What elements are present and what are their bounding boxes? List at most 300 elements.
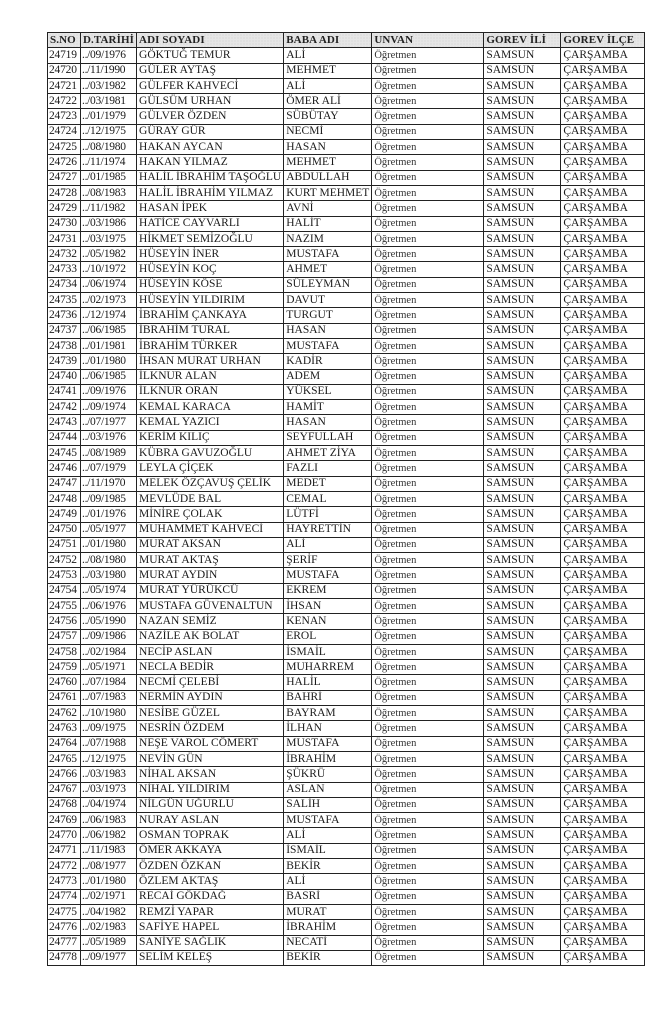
cell-duty-district: ÇARŞAMBA (561, 644, 645, 659)
cell-birth-date: ../09/1977 (81, 950, 137, 965)
cell-title: Öğretmen (372, 247, 484, 262)
cell-duty-district: ÇARŞAMBA (561, 201, 645, 216)
cell-duty-province: SAMSUN (484, 155, 561, 170)
cell-duty-district: ÇARŞAMBA (561, 736, 645, 751)
cell-full-name: İBRAHİM TÜRKER (137, 338, 284, 353)
cell-duty-district: ÇARŞAMBA (561, 369, 645, 384)
cell-father-name: ALİ (284, 48, 372, 63)
cell-duty-province: SAMSUN (484, 48, 561, 63)
cell-sno: 24773 (48, 874, 81, 889)
cell-duty-district: ÇARŞAMBA (561, 354, 645, 369)
cell-full-name: İLKNUR ALAN (137, 369, 284, 384)
cell-full-name: LEYLA ÇİÇEK (137, 461, 284, 476)
cell-duty-district: ÇARŞAMBA (561, 461, 645, 476)
cell-title: Öğretmen (372, 476, 484, 491)
cell-birth-date: ../12/1974 (81, 308, 137, 323)
cell-father-name: BEKİR (284, 859, 372, 874)
table-row (48, 400, 645, 415)
cell-full-name: MUHAMMET KAHVECİ (137, 522, 284, 537)
cell-title: Öğretmen (372, 446, 484, 461)
cell-sno: 24764 (48, 736, 81, 751)
cell-title: Öğretmen (372, 583, 484, 598)
cell-duty-district: ÇARŞAMBA (561, 109, 645, 124)
cell-duty-district: ÇARŞAMBA (561, 568, 645, 583)
cell-full-name: HAKAN YILMAZ (137, 155, 284, 170)
cell-father-name: MEHMET (284, 63, 372, 78)
cell-father-name: İLHAN (284, 721, 372, 736)
cell-title: Öğretmen (372, 216, 484, 231)
table-row (48, 48, 645, 63)
cell-sno: 24728 (48, 185, 81, 200)
cell-sno: 24720 (48, 63, 81, 78)
cell-title: Öğretmen (372, 828, 484, 843)
cell-father-name: NAZIM (284, 231, 372, 246)
cell-sno: 24768 (48, 797, 81, 812)
cell-duty-district: ÇARŞAMBA (561, 935, 645, 950)
cell-title: Öğretmen (372, 338, 484, 353)
table-row (48, 201, 645, 216)
cell-duty-province: SAMSUN (484, 583, 561, 598)
cell-duty-province: SAMSUN (484, 308, 561, 323)
cell-title: Öğretmen (372, 568, 484, 583)
cell-birth-date: ../01/1980 (81, 537, 137, 552)
cell-birth-date: ../07/1983 (81, 690, 137, 705)
cell-father-name: İSMAİL (284, 843, 372, 858)
cell-father-name: NECATİ (284, 935, 372, 950)
cell-sno: 24743 (48, 415, 81, 430)
cell-duty-province: SAMSUN (484, 201, 561, 216)
cell-title: Öğretmen (372, 415, 484, 430)
cell-father-name: HAYRETTİN (284, 522, 372, 537)
cell-duty-province: SAMSUN (484, 247, 561, 262)
table-row (48, 767, 645, 782)
cell-sno: 24748 (48, 491, 81, 506)
table-row (48, 185, 645, 200)
table-row (48, 216, 645, 231)
cell-sno: 24735 (48, 293, 81, 308)
cell-duty-province: SAMSUN (484, 721, 561, 736)
cell-title: Öğretmen (372, 782, 484, 797)
cell-full-name: GÜLFER KAHVECİ (137, 78, 284, 93)
cell-birth-date: ../02/1983 (81, 920, 137, 935)
cell-sno: 24762 (48, 706, 81, 721)
cell-title: Öğretmen (372, 904, 484, 919)
cell-father-name: MUHARREM (284, 660, 372, 675)
cell-full-name: KEMAL KARACA (137, 400, 284, 415)
cell-birth-date: ../03/1981 (81, 94, 137, 109)
cell-father-name: MEHMET (284, 155, 372, 170)
cell-full-name: İBRAHİM ÇANKAYA (137, 308, 284, 323)
cell-duty-province: SAMSUN (484, 354, 561, 369)
cell-title: Öğretmen (372, 369, 484, 384)
cell-duty-province: SAMSUN (484, 277, 561, 292)
cell-duty-province: SAMSUN (484, 338, 561, 353)
cell-birth-date: ../11/1970 (81, 476, 137, 491)
table-row (48, 354, 645, 369)
cell-father-name: EROL (284, 629, 372, 644)
cell-duty-province: SAMSUN (484, 843, 561, 858)
cell-sno: 24769 (48, 813, 81, 828)
cell-duty-district: ÇARŞAMBA (561, 507, 645, 522)
cell-birth-date: ../03/1982 (81, 78, 137, 93)
cell-father-name: SÜBÜTAY (284, 109, 372, 124)
cell-father-name: İBRAHİM (284, 920, 372, 935)
cell-duty-province: SAMSUN (484, 476, 561, 491)
cell-duty-province: SAMSUN (484, 920, 561, 935)
cell-birth-date: ../01/1979 (81, 109, 137, 124)
table-row (48, 874, 645, 889)
cell-father-name: CEMAL (284, 491, 372, 506)
cell-sno: 24776 (48, 920, 81, 935)
cell-duty-district: ÇARŞAMBA (561, 185, 645, 200)
cell-sno: 24737 (48, 323, 81, 338)
cell-duty-province: SAMSUN (484, 568, 561, 583)
cell-title: Öğretmen (372, 767, 484, 782)
cell-sno: 24727 (48, 170, 81, 185)
cell-duty-district: ÇARŞAMBA (561, 522, 645, 537)
cell-title: Öğretmen (372, 553, 484, 568)
cell-father-name: MURAT (284, 904, 372, 919)
cell-sno: 24721 (48, 78, 81, 93)
cell-birth-date: ../06/1976 (81, 598, 137, 613)
cell-birth-date: ../01/1980 (81, 354, 137, 369)
cell-full-name: NİLGÜN UĞURLU (137, 797, 284, 812)
cell-title: Öğretmen (372, 797, 484, 812)
cell-birth-date: ../09/1975 (81, 721, 137, 736)
cell-birth-date: ../06/1983 (81, 813, 137, 828)
cell-sno: 24742 (48, 400, 81, 415)
cell-birth-date: ../05/1974 (81, 583, 137, 598)
cell-duty-district: ÇARŞAMBA (561, 920, 645, 935)
cell-father-name: AVNİ (284, 201, 372, 216)
cell-sno: 24747 (48, 476, 81, 491)
cell-birth-date: ../02/1973 (81, 293, 137, 308)
cell-father-name: SALİH (284, 797, 372, 812)
table-row (48, 124, 645, 139)
table-row (48, 476, 645, 491)
cell-birth-date: ../03/1973 (81, 782, 137, 797)
cell-full-name: NEVİN GÜN (137, 751, 284, 766)
table-row (48, 813, 645, 828)
cell-duty-district: ÇARŞAMBA (561, 751, 645, 766)
table-row (48, 491, 645, 506)
cell-sno: 24733 (48, 262, 81, 277)
cell-father-name: AHMET (284, 262, 372, 277)
cell-father-name: ÖMER ALİ (284, 94, 372, 109)
cell-full-name: NESRİN ÖZDEM (137, 721, 284, 736)
cell-duty-district: ÇARŞAMBA (561, 950, 645, 965)
cell-title: Öğretmen (372, 721, 484, 736)
cell-duty-province: SAMSUN (484, 185, 561, 200)
cell-duty-province: SAMSUN (484, 813, 561, 828)
cell-duty-district: ÇARŞAMBA (561, 155, 645, 170)
cell-father-name: KADİR (284, 354, 372, 369)
table-row (48, 461, 645, 476)
cell-full-name: HÜSEYİN YILDIRIM (137, 293, 284, 308)
cell-duty-province: SAMSUN (484, 828, 561, 843)
cell-title: Öğretmen (372, 201, 484, 216)
cell-duty-province: SAMSUN (484, 140, 561, 155)
table-row (48, 889, 645, 904)
table-row (48, 277, 645, 292)
cell-father-name: İSMAİL (284, 644, 372, 659)
cell-full-name: MURAT AKSAN (137, 537, 284, 552)
cell-full-name: NECLA BEDİR (137, 660, 284, 675)
cell-sno: 24723 (48, 109, 81, 124)
cell-title: Öğretmen (372, 889, 484, 904)
cell-full-name: ÖZLEM AKTAŞ (137, 874, 284, 889)
cell-duty-province: SAMSUN (484, 706, 561, 721)
cell-duty-province: SAMSUN (484, 736, 561, 751)
table-row (48, 828, 645, 843)
cell-duty-province: SAMSUN (484, 415, 561, 430)
table-row (48, 782, 645, 797)
cell-duty-district: ÇARŞAMBA (561, 476, 645, 491)
cell-duty-province: SAMSUN (484, 950, 561, 965)
cell-duty-district: ÇARŞAMBA (561, 537, 645, 552)
cell-sno: 24732 (48, 247, 81, 262)
cell-full-name: İHSAN MURAT URHAN (137, 354, 284, 369)
table-row (48, 736, 645, 751)
cell-father-name: HASAN (284, 415, 372, 430)
cell-duty-province: SAMSUN (484, 675, 561, 690)
cell-sno: 24719 (48, 48, 81, 63)
cell-duty-district: ÇARŞAMBA (561, 721, 645, 736)
cell-title: Öğretmen (372, 675, 484, 690)
cell-birth-date: ../07/1988 (81, 736, 137, 751)
cell-full-name: MURAT AYDIN (137, 568, 284, 583)
cell-duty-district: ÇARŞAMBA (561, 94, 645, 109)
cell-duty-district: ÇARŞAMBA (561, 48, 645, 63)
cell-father-name: FAZLI (284, 461, 372, 476)
cell-birth-date: ../03/1983 (81, 767, 137, 782)
table-row (48, 660, 645, 675)
cell-full-name: HAKAN AYCAN (137, 140, 284, 155)
cell-title: Öğretmen (372, 935, 484, 950)
table-row (48, 522, 645, 537)
cell-full-name: HİKMET SEMİZOĞLU (137, 231, 284, 246)
cell-birth-date: ../10/1980 (81, 706, 137, 721)
cell-duty-district: ÇARŞAMBA (561, 797, 645, 812)
cell-duty-province: SAMSUN (484, 170, 561, 185)
table-row (48, 904, 645, 919)
cell-birth-date: ../07/1979 (81, 461, 137, 476)
cell-sno: 24775 (48, 904, 81, 919)
table-row (48, 568, 645, 583)
cell-full-name: MURAT YÜRÜKCÜ (137, 583, 284, 598)
cell-duty-district: ÇARŞAMBA (561, 843, 645, 858)
cell-duty-district: ÇARŞAMBA (561, 231, 645, 246)
cell-father-name: HASAN (284, 323, 372, 338)
cell-father-name: KENAN (284, 614, 372, 629)
cell-full-name: GÜRAY GÜR (137, 124, 284, 139)
table-row (48, 859, 645, 874)
cell-sno: 24770 (48, 828, 81, 843)
cell-birth-date: ../05/1989 (81, 935, 137, 950)
cell-full-name: SELİM KELEŞ (137, 950, 284, 965)
table-row (48, 553, 645, 568)
cell-duty-district: ÇARŞAMBA (561, 170, 645, 185)
cell-full-name: RECAİ GÖKDAĞ (137, 889, 284, 904)
cell-full-name: NİHAL YILDIRIM (137, 782, 284, 797)
table-row (48, 920, 645, 935)
cell-birth-date: ../09/1986 (81, 629, 137, 644)
cell-birth-date: ../06/1985 (81, 323, 137, 338)
cell-father-name: BAHRİ (284, 690, 372, 705)
cell-title: Öğretmen (372, 308, 484, 323)
cell-father-name: KURT MEHMET (284, 185, 372, 200)
table-row (48, 293, 645, 308)
cell-full-name: HÜSEYİN İNER (137, 247, 284, 262)
cell-birth-date: ../05/1977 (81, 522, 137, 537)
cell-duty-province: SAMSUN (484, 889, 561, 904)
header-duty-province: GOREV İLİ (484, 33, 561, 48)
cell-duty-district: ÇARŞAMBA (561, 216, 645, 231)
cell-title: Öğretmen (372, 231, 484, 246)
cell-birth-date: ../03/1980 (81, 568, 137, 583)
cell-birth-date: ../11/1990 (81, 63, 137, 78)
cell-full-name: ÖMER AKKAYA (137, 843, 284, 858)
cell-father-name: ALİ (284, 874, 372, 889)
cell-father-name: BAYRAM (284, 706, 372, 721)
cell-duty-district: ÇARŞAMBA (561, 889, 645, 904)
cell-duty-district: ÇARŞAMBA (561, 78, 645, 93)
cell-duty-province: SAMSUN (484, 369, 561, 384)
cell-sno: 24758 (48, 644, 81, 659)
table-row (48, 797, 645, 812)
cell-birth-date: ../05/1990 (81, 614, 137, 629)
cell-duty-district: ÇARŞAMBA (561, 828, 645, 843)
cell-father-name: MUSTAFA (284, 813, 372, 828)
cell-duty-province: SAMSUN (484, 446, 561, 461)
cell-duty-province: SAMSUN (484, 323, 561, 338)
cell-sno: 24759 (48, 660, 81, 675)
cell-birth-date: ../10/1972 (81, 262, 137, 277)
cell-father-name: DAVUT (284, 293, 372, 308)
cell-duty-district: ÇARŞAMBA (561, 430, 645, 445)
cell-sno: 24774 (48, 889, 81, 904)
cell-sno: 24729 (48, 201, 81, 216)
cell-title: Öğretmen (372, 660, 484, 675)
cell-birth-date: ../03/1975 (81, 231, 137, 246)
cell-title: Öğretmen (372, 140, 484, 155)
cell-title: Öğretmen (372, 690, 484, 705)
cell-title: Öğretmen (372, 78, 484, 93)
cell-father-name: ŞÜKRÜ (284, 767, 372, 782)
header-birth-date: D.TARİHİ (81, 33, 137, 48)
cell-full-name: OSMAN TOPRAK (137, 828, 284, 843)
cell-father-name: HALİL (284, 675, 372, 690)
cell-duty-district: ÇARŞAMBA (561, 629, 645, 644)
table-row (48, 675, 645, 690)
cell-duty-province: SAMSUN (484, 614, 561, 629)
cell-father-name: ALİ (284, 78, 372, 93)
cell-duty-district: ÇARŞAMBA (561, 614, 645, 629)
table-row (48, 690, 645, 705)
cell-duty-district: ÇARŞAMBA (561, 323, 645, 338)
cell-title: Öğretmen (372, 293, 484, 308)
table-row (48, 537, 645, 552)
cell-birth-date: ../09/1974 (81, 400, 137, 415)
cell-duty-district: ÇARŞAMBA (561, 874, 645, 889)
cell-duty-province: SAMSUN (484, 507, 561, 522)
cell-sno: 24744 (48, 430, 81, 445)
cell-father-name: HAMİT (284, 400, 372, 415)
cell-birth-date: ../07/1977 (81, 415, 137, 430)
cell-title: Öğretmen (372, 430, 484, 445)
cell-full-name: MİNİRE ÇOLAK (137, 507, 284, 522)
table-row (48, 751, 645, 766)
cell-birth-date: ../11/1974 (81, 155, 137, 170)
cell-sno: 24724 (48, 124, 81, 139)
cell-birth-date: ../08/1977 (81, 859, 137, 874)
cell-duty-province: SAMSUN (484, 63, 561, 78)
table-row (48, 598, 645, 613)
cell-birth-date: ../09/1976 (81, 48, 137, 63)
cell-title: Öğretmen (372, 537, 484, 552)
cell-title: Öğretmen (372, 813, 484, 828)
cell-title: Öğretmen (372, 354, 484, 369)
cell-sno: 24726 (48, 155, 81, 170)
cell-sno: 24746 (48, 461, 81, 476)
cell-sno: 24761 (48, 690, 81, 705)
cell-father-name: LÜTFİ (284, 507, 372, 522)
cell-birth-date: ../02/1971 (81, 889, 137, 904)
cell-duty-district: ÇARŞAMBA (561, 706, 645, 721)
cell-duty-district: ÇARŞAMBA (561, 262, 645, 277)
cell-sno: 24766 (48, 767, 81, 782)
cell-birth-date: ../08/1983 (81, 185, 137, 200)
cell-duty-province: SAMSUN (484, 231, 561, 246)
header-full-name: ADI SOYADI (137, 33, 284, 48)
cell-title: Öğretmen (372, 644, 484, 659)
cell-full-name: NECMİ ÇELEBİ (137, 675, 284, 690)
cell-father-name: HASAN (284, 140, 372, 155)
cell-duty-district: ÇARŞAMBA (561, 124, 645, 139)
table-row (48, 369, 645, 384)
cell-full-name: GÜLSÜM URHAN (137, 94, 284, 109)
cell-duty-district: ÇARŞAMBA (561, 767, 645, 782)
cell-duty-province: SAMSUN (484, 904, 561, 919)
cell-title: Öğretmen (372, 63, 484, 78)
cell-full-name: HALİL İBRAHİM TAŞOĞLU (137, 170, 284, 185)
cell-father-name: BEKİR (284, 950, 372, 965)
cell-birth-date: ../12/1975 (81, 751, 137, 766)
cell-duty-district: ÇARŞAMBA (561, 384, 645, 399)
cell-birth-date: ../04/1974 (81, 797, 137, 812)
cell-sno: 24763 (48, 721, 81, 736)
cell-duty-district: ÇARŞAMBA (561, 690, 645, 705)
cell-duty-district: ÇARŞAMBA (561, 293, 645, 308)
cell-sno: 24741 (48, 384, 81, 399)
cell-father-name: NECMİ (284, 124, 372, 139)
cell-birth-date: ../06/1985 (81, 369, 137, 384)
cell-duty-district: ÇARŞAMBA (561, 859, 645, 874)
cell-sno: 24745 (48, 446, 81, 461)
cell-full-name: HATİCE CAYVARLI (137, 216, 284, 231)
cell-birth-date: ../09/1976 (81, 384, 137, 399)
personnel-table (47, 32, 645, 966)
cell-sno: 24740 (48, 369, 81, 384)
table-row (48, 323, 645, 338)
cell-title: Öğretmen (372, 109, 484, 124)
cell-title: Öğretmen (372, 277, 484, 292)
cell-duty-district: ÇARŞAMBA (561, 904, 645, 919)
table-row (48, 63, 645, 78)
cell-duty-district: ÇARŞAMBA (561, 675, 645, 690)
cell-title: Öğretmen (372, 736, 484, 751)
cell-father-name: ALİ (284, 828, 372, 843)
